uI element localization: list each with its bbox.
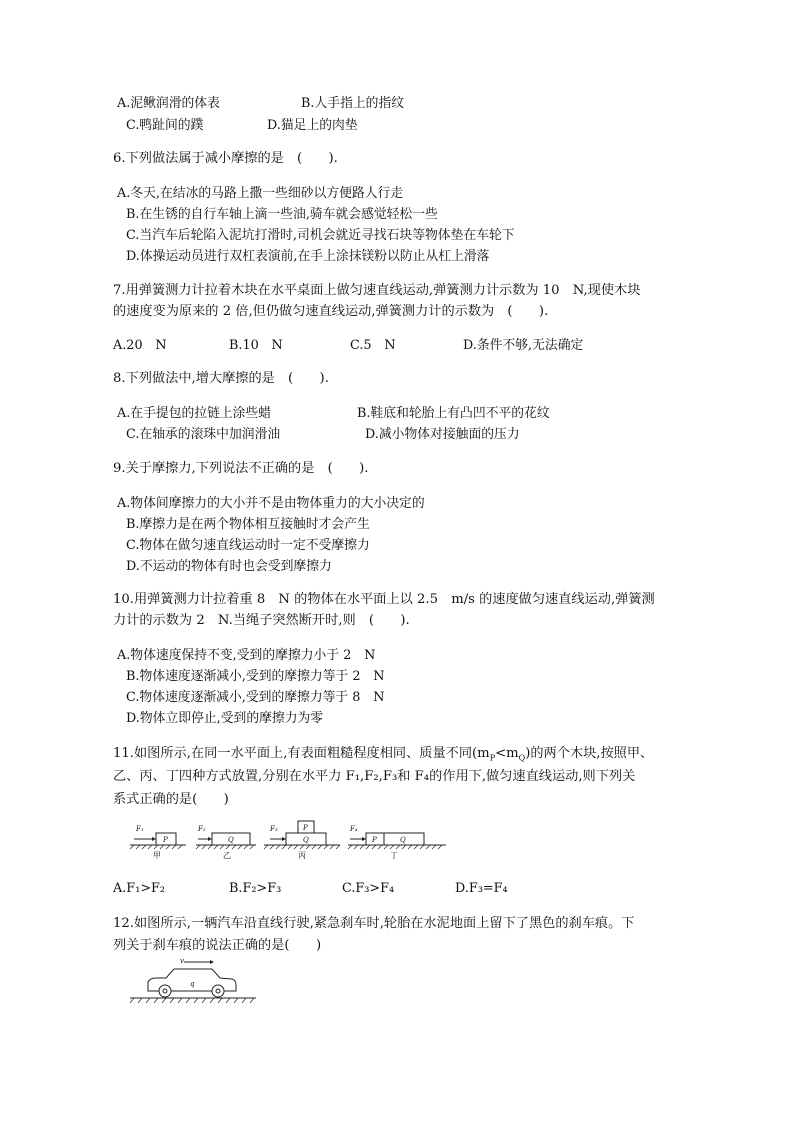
q5-option-a: A.泥鳅润滑的体表 bbox=[117, 96, 220, 111]
q10-stem-line1: 10.用弹簧测力计拉着重 8 N 的物体在水平面上以 2.5 m/s 的速度做匀速直线运动,弹簧测 bbox=[113, 592, 655, 607]
force-label-f4: F₄ bbox=[350, 825, 358, 833]
q11-sub-p: P bbox=[489, 753, 496, 763]
car-label: q bbox=[190, 980, 195, 988]
front-wheel bbox=[212, 985, 224, 997]
q8-option-b: B.鞋底和轮胎上有凸凹不平的花纹 bbox=[357, 406, 550, 421]
q7-option-b: B.10 N bbox=[229, 338, 283, 353]
q11-stem-line1 bbox=[113, 745, 653, 768]
q5-option-d: D.猫足上的肉垫 bbox=[267, 118, 358, 133]
block-label-p2: P bbox=[303, 824, 308, 832]
q10-option-d: D.物体立即停止,受到的摩擦力为零 bbox=[126, 711, 324, 726]
q6-stem: 6.下列做法属于减小摩擦的是 ( ). bbox=[113, 151, 338, 166]
q8-option-d: D.减小物体对接触面的压力 bbox=[365, 427, 520, 442]
q8-option-c: C.在轴承的滚珠中加润滑油 bbox=[126, 427, 281, 442]
q6-option-a: A.冬天,在结冰的马路上撒一些细砂以方便路人行走 bbox=[117, 186, 404, 201]
q5-option-b: B.人手指上的指纹 bbox=[301, 96, 405, 111]
q9-option-b: B.摩擦力是在两个物体相互接触时才会产生 bbox=[126, 517, 370, 532]
figure-label-ding: 丁 bbox=[390, 851, 398, 860]
q10-option-c: C.物体速度逐渐减小,受到的摩擦力等于 8 N bbox=[126, 690, 385, 705]
q7-stem-line2: 的速度变为原来的 2 倍,但仍做匀速直线运动,弹簧测力计的示数为 ( ). bbox=[113, 304, 549, 319]
block-label-q2: Q bbox=[303, 836, 309, 844]
q11-sub-q: Q bbox=[518, 753, 526, 763]
q8-stem: 8.下列做法中,增大摩擦的是 ( ). bbox=[113, 371, 329, 386]
q9-option-a: A.物体间摩擦力的大小并不是由物体重力的大小决定的 bbox=[117, 496, 425, 511]
q11-figure bbox=[128, 815, 448, 861]
force-label-f2: F₂ bbox=[198, 825, 206, 833]
q8-option-a: A.在手提包的拉链上涂些蜡 bbox=[117, 406, 272, 421]
figure-label-yi: 乙 bbox=[223, 851, 231, 860]
figure-label-bing: 丙 bbox=[298, 851, 306, 860]
q7-option-a: A.20 N bbox=[113, 338, 167, 353]
q11-stem-line3: 系式正确的是( ) bbox=[113, 792, 229, 807]
q11-option-c: C.F₃>F₄ bbox=[342, 881, 395, 896]
q9-option-d: D.不运动的物体有时也会受到摩擦力 bbox=[126, 559, 332, 574]
velocity-label: v bbox=[180, 958, 184, 965]
q11-stem-line2: 乙、丙、丁四种方式放置,分别在水平力 F₁,F₂,F₃和 F₄的作用下,做匀速直线运动,则下列关 bbox=[113, 769, 636, 784]
q11-option-d: D.F₃=F₄ bbox=[455, 881, 508, 896]
figure-label-jia: 甲 bbox=[153, 851, 161, 860]
q7-stem-line1: 7.用弹簧测力计拉着木块在水平桌面上做匀速直线运动,弹簧测力计示数为 10 N,现使木块 bbox=[113, 283, 641, 298]
q5-option-c: C.鸭趾间的蹼 bbox=[126, 118, 204, 133]
force-label-f1: F₁ bbox=[136, 825, 144, 833]
q6-option-c: C.当汽车后轮陷入泥坑打滑时,司机会就近寻找石块等物体垫在车轮下 bbox=[126, 228, 515, 243]
q11-option-a: A.F₁>F₂ bbox=[113, 881, 166, 896]
q9-stem: 9.关于摩擦力,下列说法不正确的是 ( ). bbox=[113, 461, 369, 476]
q6-option-b: B.在生锈的自行车轴上滴一些油,骑车就会感觉轻松一些 bbox=[126, 207, 438, 222]
block-label-q3: Q bbox=[400, 836, 406, 844]
force-label-f3: F₃ bbox=[270, 825, 278, 833]
block-label-p1: P bbox=[163, 836, 168, 844]
q10-stem-line2: 力计的示数为 2 N.当绳子突然断开时,则 ( ). bbox=[113, 613, 410, 628]
q12-car-figure bbox=[128, 958, 258, 1006]
q6-option-d: D.体操运动员进行双杠表演前,在手上涂抹镁粉以防止从杠上滑落 bbox=[126, 249, 490, 264]
q11-stem-text: 11.如图所示,在同一水平面上,有表面粗糙程度相同、质量不同(m bbox=[113, 746, 490, 761]
q12-stem-line1: 12.如图所示,一辆汽车沿直线行驶,紧急刹车时,轮胎在水泥地面上留下了黑色的刹车痕。下 bbox=[113, 916, 635, 931]
q9-option-c: C.物体在做匀速直线运动时一定不受摩擦力 bbox=[126, 538, 370, 553]
q7-option-c: C.5 N bbox=[350, 338, 396, 353]
block-label-q1: Q bbox=[228, 836, 234, 844]
q11-option-b: B.F₂>F₃ bbox=[229, 881, 282, 896]
q7-option-d: D.条件不够,无法确定 bbox=[463, 338, 584, 353]
q10-option-b: B.物体速度逐渐减小,受到的摩擦力等于 2 N bbox=[126, 669, 385, 684]
q11-stem-end: )的两个木块,按照甲、 bbox=[525, 746, 654, 761]
q10-option-a: A.物体速度保持不变,受到的摩擦力小于 2 N bbox=[117, 648, 376, 663]
block-label-p3: P bbox=[372, 836, 377, 844]
q11-lt: <m bbox=[495, 746, 519, 761]
q12-stem-line2: 列关于刹车痕的说法正确的是( ) bbox=[113, 938, 322, 953]
rear-wheel bbox=[159, 985, 171, 997]
